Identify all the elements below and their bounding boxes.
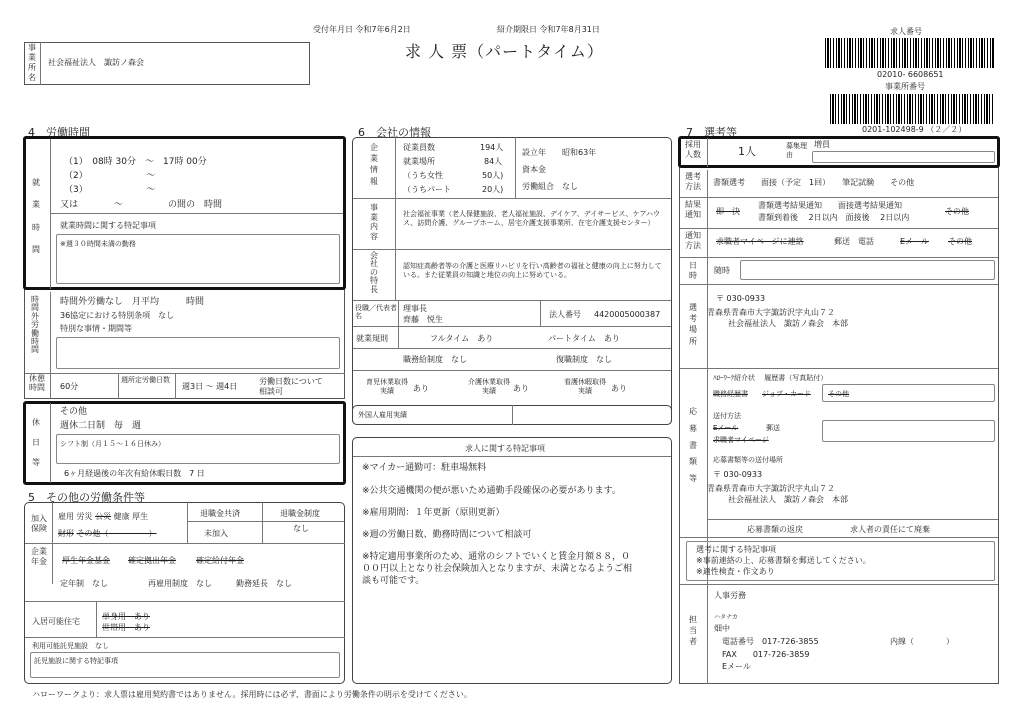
date-bracket — [740, 260, 995, 280]
person-email: Eメール — [722, 662, 751, 671]
person-dept: 人事労務 — [714, 591, 746, 600]
kango: あり — [611, 384, 627, 393]
person-kana: ハタナカ — [714, 614, 738, 621]
dest-zip: 〒 030-0933 — [713, 470, 763, 479]
rules-pt: パートタイム あり — [548, 334, 620, 343]
office-no: 0201-102498-9 （２／２） — [862, 125, 967, 134]
emp-female: 50人) — [482, 171, 504, 180]
section5-title: 5 その他の労働条件等 — [28, 491, 145, 504]
foreign-label: 外国人雇用実績 — [358, 411, 407, 419]
dest-name: 社会福祉法人 諏訪ノ森会 本部 — [728, 495, 848, 504]
kaigo: あり — [513, 384, 529, 393]
corp-no-label: 法人番号 — [549, 310, 581, 319]
note-1: ※マイカー通勤可：駐車場無料 — [362, 463, 487, 473]
emp-part-label: （うちパート — [403, 185, 451, 194]
seido-header: 退職金制度 — [280, 509, 320, 518]
note-3: ※雇用期間：１年更新（原則更新） — [362, 508, 505, 518]
nursery-note: 託児施設に関する特記事項 — [34, 657, 118, 665]
select-notes-title: 選考に関する特記事項 — [696, 545, 776, 554]
office-label: 事業所名 — [28, 43, 36, 82]
note-5a: ※特定適用事業所のため、通常のシフトでいくと賃金月額８８，０ — [362, 552, 631, 562]
section6-title: 6 会社の情報 — [358, 126, 431, 139]
person-name: 畑中 — [714, 624, 730, 633]
union: 労働組合 なし — [522, 182, 578, 191]
work-hours-label: 就業時間 — [32, 178, 40, 255]
result-sokuketsu: 即 決 — [716, 207, 740, 216]
bosyu-value: 増員 — [814, 140, 830, 149]
place-label: 選考場所 — [689, 303, 697, 346]
send-mypage: 求職者マイページ — [713, 436, 769, 444]
shift-3: （3） ～ — [64, 185, 156, 195]
job-barcode — [825, 38, 995, 68]
docs-jobcard: ジョブ・カード — [762, 390, 811, 398]
insurance-1: 雇用 労災 — [58, 512, 96, 521]
result-label: 結果通知 — [685, 200, 701, 219]
person-fax: FAX 017-726-3859 — [722, 650, 810, 659]
job-no: 02010- 6608651 — [877, 70, 944, 79]
feature-text: 認知症高齢者等の介護と医療リハビリを行い高齢者の福祉と健康の向上に努力している。また従業員の知識と地位の向上に努めている。 — [403, 262, 662, 280]
job-no-label: 求人番号 — [890, 27, 922, 36]
emp-part: 20人) — [482, 185, 504, 194]
docs-other: その他 — [828, 390, 849, 398]
insurance-zaikei: 財形 — [58, 529, 74, 538]
select-note-1: ※事前連絡の上、応募書類を郵送してください。 — [696, 556, 871, 565]
ikuji: あり — [413, 384, 429, 393]
shokumu: 職務給制度 なし — [403, 355, 467, 364]
rep-name: 齊藤 悦生 — [403, 315, 443, 324]
capital: 資本金 — [522, 165, 546, 174]
insurance-kousai: 公災 — [95, 512, 112, 521]
return-label: 応募書類の返戻 — [747, 525, 803, 534]
send-email: Eメール — [713, 424, 739, 432]
days-label: 週所定労働日数 — [121, 376, 170, 384]
rep-title: 理事長 — [403, 304, 427, 313]
work-special-label: 就業時間に関する特記事項 — [60, 221, 156, 230]
insurance-1c: 健康 厚生 — [111, 512, 149, 521]
send-label: 送付方法 — [713, 412, 741, 420]
deadline-date: 紹介期限日 令和7年8月31日 — [497, 25, 600, 34]
days-value: 週3日 ～ 週4日 — [182, 382, 238, 391]
place-name: 社会福祉法人 諏訪ノ森会 本部 — [728, 319, 848, 328]
pension-1: 厚生年金基金 — [62, 556, 110, 565]
emp-site: 84人 — [484, 157, 503, 166]
notify-mypage: 求職者マイページに連絡 — [716, 237, 804, 246]
overtime-label: 時間外労働時間 — [31, 295, 39, 355]
fukushoku: 復職制度 なし — [556, 355, 612, 364]
overtime-1: 時間外労働なし 月平均 時間 — [60, 297, 205, 307]
send-bracket — [822, 420, 995, 442]
saiyo-value: 1人 — [738, 145, 756, 158]
teinen: 定年制 なし — [60, 579, 108, 588]
corp-no: 4420005000387 — [594, 310, 661, 319]
emp-female-label: （うち女性 — [403, 171, 443, 180]
received-date: 受付年月日 令和7年6月2日 — [313, 25, 411, 34]
bosyu-label: 募集理由 — [786, 142, 807, 159]
founded: 設立年 昭和63年 — [522, 148, 597, 157]
holiday-1: その他 — [60, 407, 88, 417]
break-value: 60分 — [60, 382, 79, 391]
kaigo-label: 介護休業取得実績 — [468, 378, 510, 395]
note-4: ※週の労働日数、勤務時間について相談可 — [362, 530, 532, 540]
holiday-3: シフト制（月１５～１６日休み） — [60, 440, 165, 448]
feature-label: 会社の特長 — [370, 251, 378, 294]
overtime-3: 特別な事情・期間等 — [60, 324, 132, 333]
kyosai-value: 未加入 — [204, 529, 228, 538]
emp-total-label: 従業員数 — [403, 143, 435, 152]
kango-label: 看護休暇取得実績 — [564, 378, 606, 395]
pension-2: 確定拠出年金 — [128, 556, 176, 565]
person-ext: 内線（ ） — [890, 637, 954, 646]
select-note-2: ※適性検査・作文あり — [696, 567, 775, 576]
dest-addr: 青森県青森市大字諏訪沢字丸山７２ — [707, 484, 835, 493]
shift-2: （2） ～ — [64, 171, 156, 181]
holiday-4: 6ヶ月経過後の年次有給休暇日数 7 日 — [64, 469, 205, 478]
insurance-label: 加入保険 — [31, 514, 47, 533]
note-5b: ００円以上となり社会保険加入となりますが、未満となるようご相 — [362, 564, 633, 574]
kyosai-header: 退職金共済 — [200, 509, 240, 518]
note-2: ※公共交通機関の便が悪いため通勤手段確保の必要があります。 — [362, 486, 621, 496]
nursery: 利用可能託児施設 なし — [32, 642, 109, 650]
rules-label: 就業規則 — [356, 334, 388, 343]
send-mail: 郵送 — [766, 424, 780, 432]
office-barcode — [830, 94, 995, 124]
encho: 勤務延長 なし — [236, 579, 292, 588]
biz-text: 社会福祉事業（老人保健施設、老人福祉施設、デイケア、デイサービス、ケアハウス、訪問介護、グループホーム、居宅介護支援事業所、在宅介護支援センター） — [403, 210, 660, 228]
rules-ft: フルタイム あり — [430, 334, 494, 343]
holiday-2: 週休二日制 毎 週 — [60, 421, 142, 431]
shift-1: （1） 08時 30分 ～ 17時 00分 — [64, 157, 207, 167]
office-no-label: 事業所番号 — [885, 82, 925, 91]
docs-1: ﾊﾛｰﾜｰｸ紹介状 履歴書（写真貼付） — [713, 374, 828, 382]
notify-mail-phone: 郵送 電話 — [834, 237, 874, 246]
shift-or: 又は ～ の間の 時間 — [60, 200, 223, 210]
seido-value: なし — [293, 524, 309, 533]
insurance-other: その他（ ） — [76, 529, 157, 538]
docs-bracket — [822, 384, 995, 402]
page-title: 求 人 票（パートタイム） — [405, 42, 604, 61]
person-tel: 電話番号 017-726-3855 — [722, 637, 819, 646]
housing-label: 入居可能住宅 — [32, 617, 80, 626]
saiko: 再雇用制度 なし — [148, 579, 212, 588]
pension-label: 企業年金 — [31, 547, 47, 566]
notify-email: Eメール — [900, 237, 929, 246]
result-sonota: その他 — [945, 207, 969, 216]
bosyu-bracket — [812, 151, 995, 163]
person-label: 担当者 — [689, 615, 697, 647]
place-addr: 青森県青森市大字諏訪沢字丸山７２ — [707, 308, 835, 317]
return-value: 求人者の責任にて廃棄 — [850, 525, 930, 534]
company-info-label: 企業情報 — [370, 143, 378, 186]
notify-label: 通知方法 — [685, 231, 701, 250]
ikuji-label: 育児休業取得実績 — [366, 378, 408, 395]
overtime-2: 36協定における特別条項 なし — [60, 311, 175, 320]
date-value: 随時 — [714, 266, 730, 275]
docs-shokureki: 職務経歴書 — [713, 390, 748, 398]
days-note-1: 労働日数について — [259, 377, 323, 386]
housing-2: 世帯用 あり — [102, 623, 150, 632]
holiday-bracket — [56, 434, 340, 464]
emp-total: 194人 — [480, 143, 504, 152]
notes-title: 求人に関する特記事項 — [465, 444, 545, 453]
result-1: 書類選考結果通知 面接選考結果通知 — [758, 201, 902, 210]
emp-site-label: 就業場所 — [403, 157, 435, 166]
place-zip: 〒 030-0933 — [716, 294, 766, 303]
section4-title: 4 労働時間 — [28, 126, 90, 139]
method: 書類選考 面接（予定 1回） 筆記試験 その他 — [713, 178, 915, 187]
docs-label: 応募書類等 — [689, 407, 697, 484]
housing-1: 単身用 あり — [102, 612, 150, 621]
work-special: ※週３０時間未満の勤務 — [60, 240, 136, 248]
days-note-2: 相談可 — [259, 387, 283, 396]
section7-title: 7 選考等 — [686, 126, 737, 139]
break-label: 休憩時間 — [29, 374, 45, 392]
result-2: 書類到着後 2日以内 面接後 2日以内 — [758, 213, 910, 222]
notify-other: その他 — [948, 237, 972, 246]
overtime-bracket — [56, 337, 340, 369]
holiday-label: 休日等 — [32, 418, 40, 467]
footer-note: ハローワークより：求人票は雇用契約書ではありません。採用時には必ず、書面により労働条件の明示を受けてください。 — [32, 690, 472, 699]
rep-label: 役職／代表者名 — [355, 304, 397, 321]
dest-label: 応募書類等の送付場所 — [713, 456, 783, 464]
saiyo-label: 採用人数 — [685, 140, 701, 159]
pension-3: 確定給付年金 — [196, 556, 244, 565]
date-label: 日時 — [689, 261, 697, 280]
method-label: 選考方法 — [685, 172, 701, 191]
office-name: 社会福祉法人 諏訪ノ森会 — [48, 58, 144, 67]
note-5c: 談も可能です。 — [362, 576, 425, 586]
biz-label: 事業内容 — [370, 203, 378, 241]
